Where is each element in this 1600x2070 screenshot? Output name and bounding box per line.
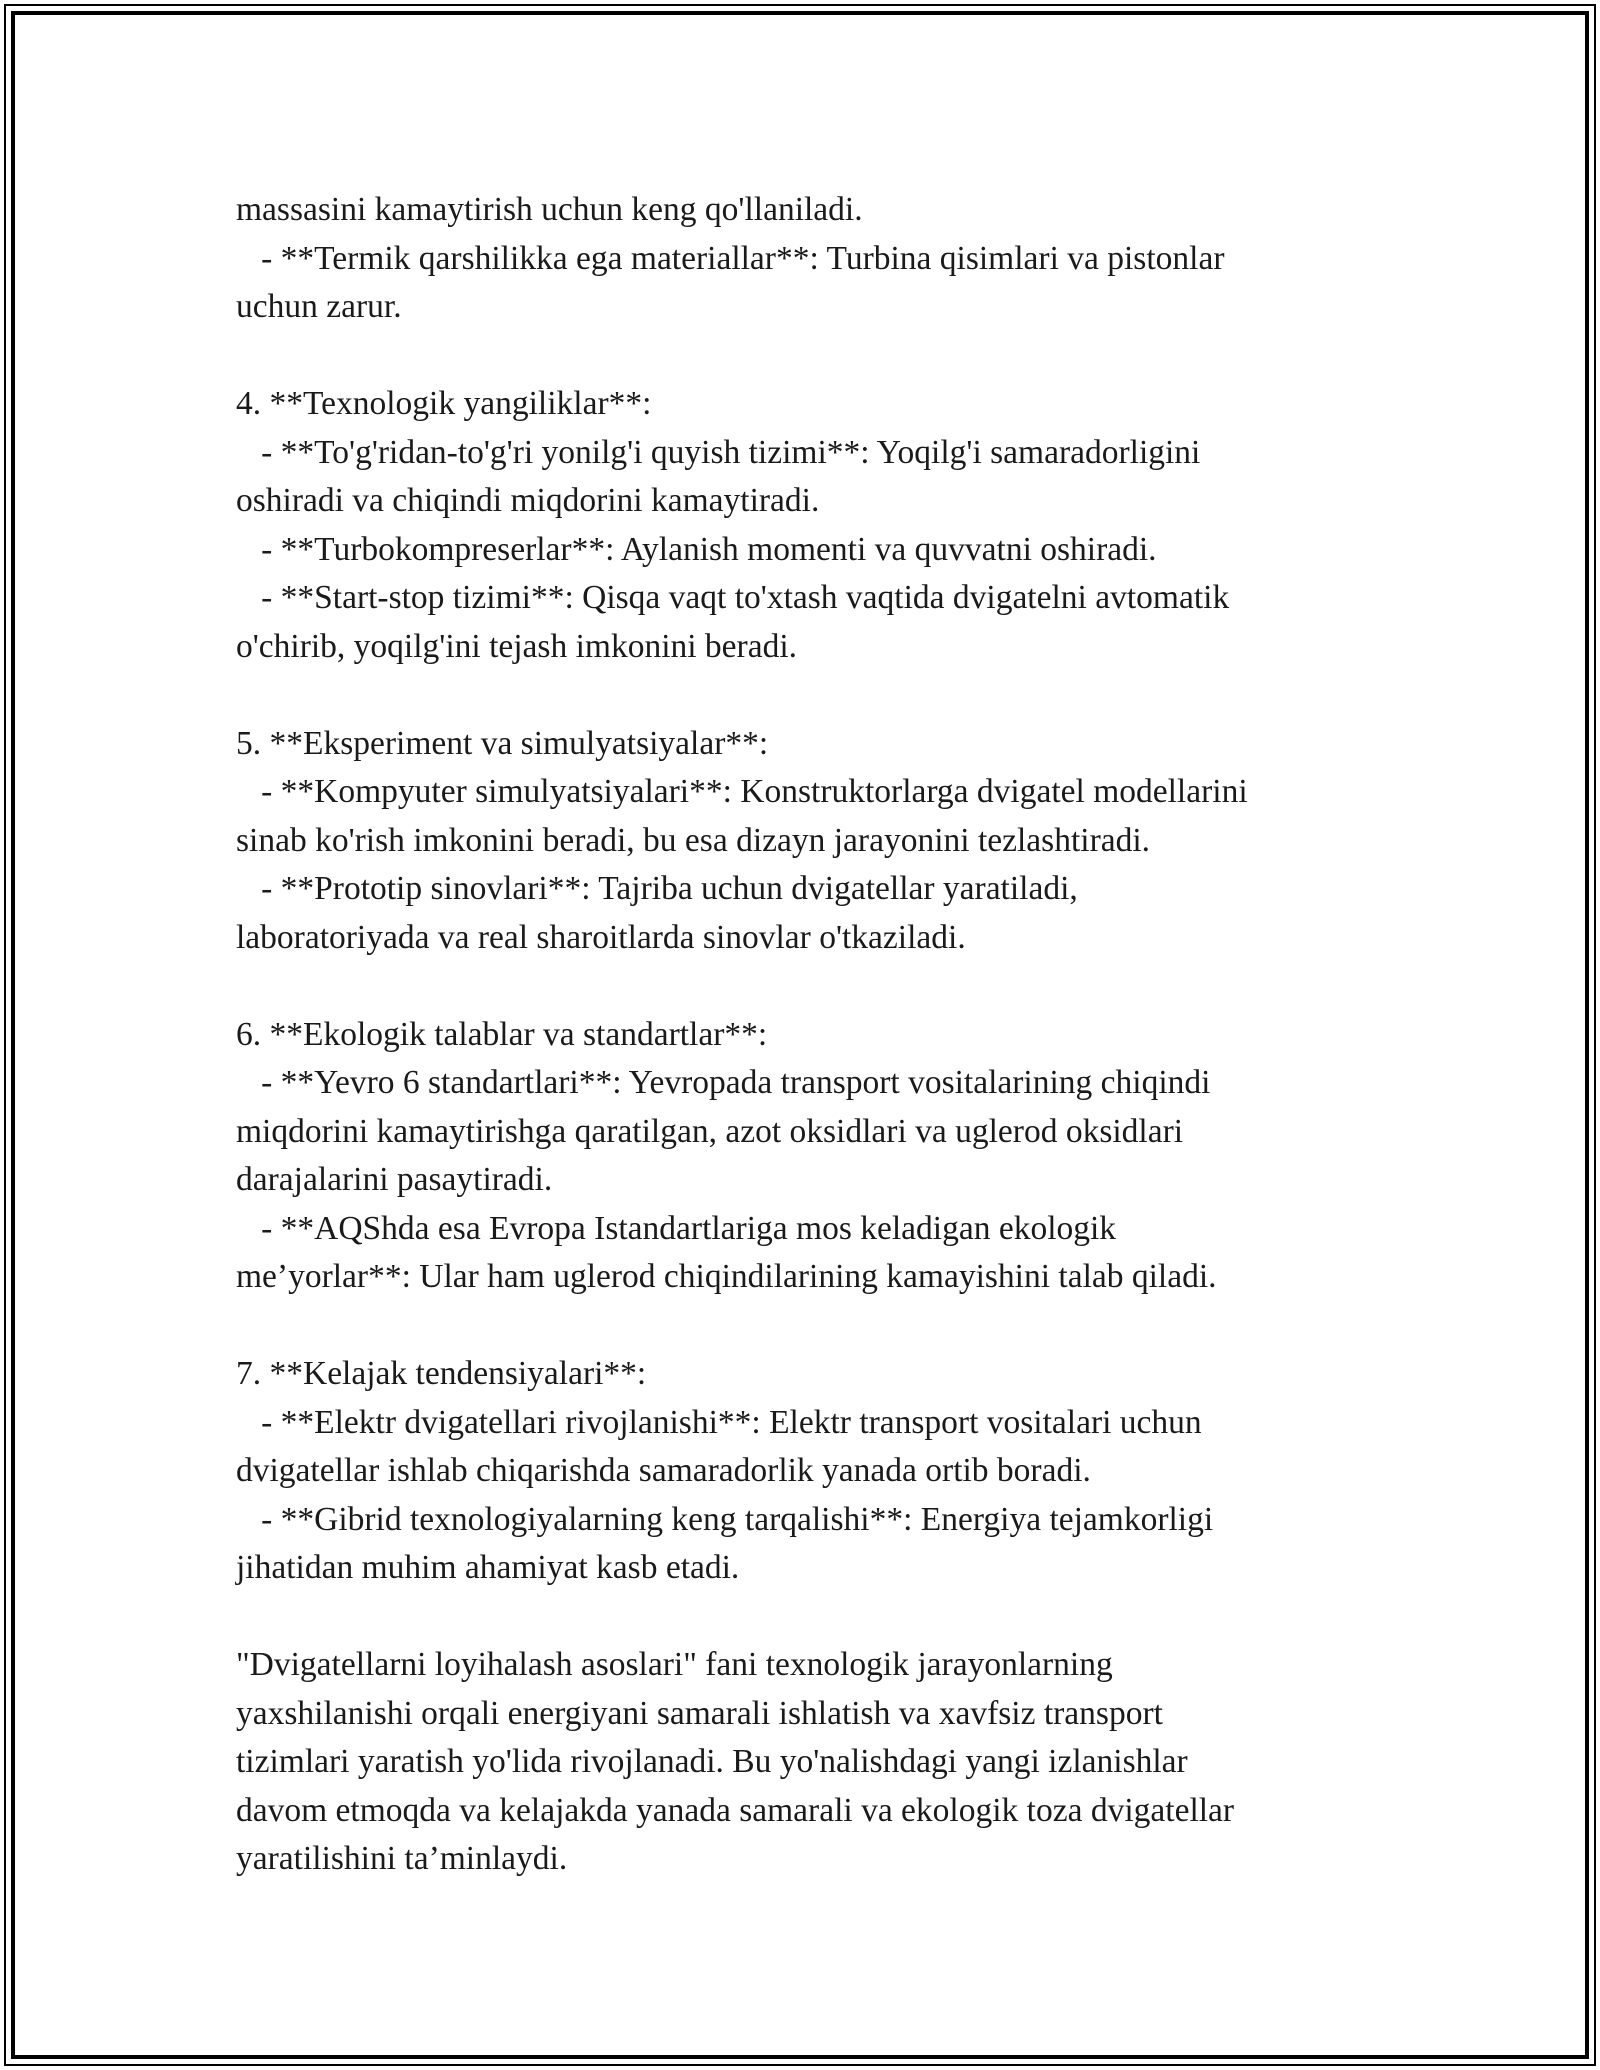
text-line: - **Start-stop tizimi**: Qisqa vaqt to'xtash vaqtida dvigatelni avtomatik — [236, 579, 1230, 616]
text-line: - **Gibrid texnologiyalarning keng tarqalishi**: Energiya tejamkorligi — [236, 1500, 1214, 1538]
text-line: oshiradi va chiqindi miqdorini kamaytiradi. — [236, 482, 820, 519]
blank-line — [236, 671, 1386, 720]
text-line: darajalarini pasaytiradi. — [236, 1161, 553, 1198]
conclusion-line: "Dvigatellarni loyihalash asoslari" fani texnologik jarayonlarning — [236, 1646, 1113, 1683]
section-heading: 4. **Texnologik yangiliklar**: — [236, 385, 652, 422]
blank-line — [236, 1593, 1386, 1642]
text-line: massasini kamaytirish uchun keng qo'llaniladi. — [236, 191, 863, 228]
text-line: - **Prototip sinovlari**: Tajriba uchun dvigatellar yaratiladi, — [236, 870, 1078, 907]
text-line: jihatidan muhim ahamiyat kasb etadi. — [236, 1549, 740, 1586]
text-line: - **To'g'ridan-to'g'ri yonilg'i quyish tizimi**: Yoqilg'i samaradorligini — [236, 433, 1201, 471]
text-line: - **AQShda esa Evropa Istandartlariga mos keladigan ekologik — [236, 1209, 1117, 1247]
text-line: - **Turbokompreserlar**: Aylanish momenti va quvvatni oshiradi. — [236, 530, 1157, 568]
text-line: - **Elektr dvigatellari rivojlanishi**: Elektr transport vositalari uchun — [236, 1403, 1202, 1441]
text-line: miqdorini kamaytirishga qaratilgan, azot oksidlari va uglerod oksidlari — [236, 1112, 1184, 1150]
text-line: laboratoriyada va real sharoitlarda sinovlar o'tkaziladi. — [236, 918, 966, 956]
blank-line — [236, 1302, 1386, 1351]
text-line: o'chirib, yoqilg'ini tejash imkonini beradi. — [236, 627, 798, 665]
conclusion-line: tizimlari yaratish yo'lida rivojlanadi. Bu yo'nalishdagi yangi izlanishlar — [236, 1743, 1188, 1780]
text-line: - **Yevro 6 standartlari**: Yevropada transport vositalarining chiqindi — [236, 1064, 1211, 1101]
text-line: dvigatellar ishlab chiqarishda samaradorlik yanada ortib boradi. — [236, 1452, 1091, 1489]
text-line: - **Termik qarshilikka ega materiallar**: Turbina qisimlari va pistonlar — [236, 239, 1225, 277]
blank-line — [236, 962, 1386, 1011]
document-body — [236, 186, 1386, 1884]
text-line: sinab ko'rish imkonini beradi, bu esa dizayn jarayonini tezlashtiradi. — [236, 821, 1151, 859]
text-line: - **Kompyuter simulyatsiyalari**: Konstruktorlarga dvigatel modellarini — [236, 773, 1248, 810]
conclusion-line: davom etmoqda va kelajakda yanada samarali va ekologik toza dvigatellar — [236, 1791, 1235, 1829]
conclusion-line: yaxshilanishi orqali energiyani samarali ishlatish va xavfsiz transport — [236, 1694, 1163, 1732]
blank-line — [236, 332, 1386, 381]
text-line: uchun zarur. — [236, 288, 402, 325]
conclusion-line: yaratilishini ta’minlaydi. — [236, 1840, 568, 1877]
section-heading: 5. **Eksperiment va simulyatsiyalar**: — [236, 724, 769, 762]
section-heading: 7. **Kelajak tendensiyalari**: — [236, 1355, 647, 1392]
text-line: me’yorlar**: Ular ham uglerod chiqindilarining kamayishini talab qiladi. — [236, 1258, 1217, 1295]
section-heading: 6. **Ekologik talablar va standartlar**: — [236, 1015, 768, 1053]
